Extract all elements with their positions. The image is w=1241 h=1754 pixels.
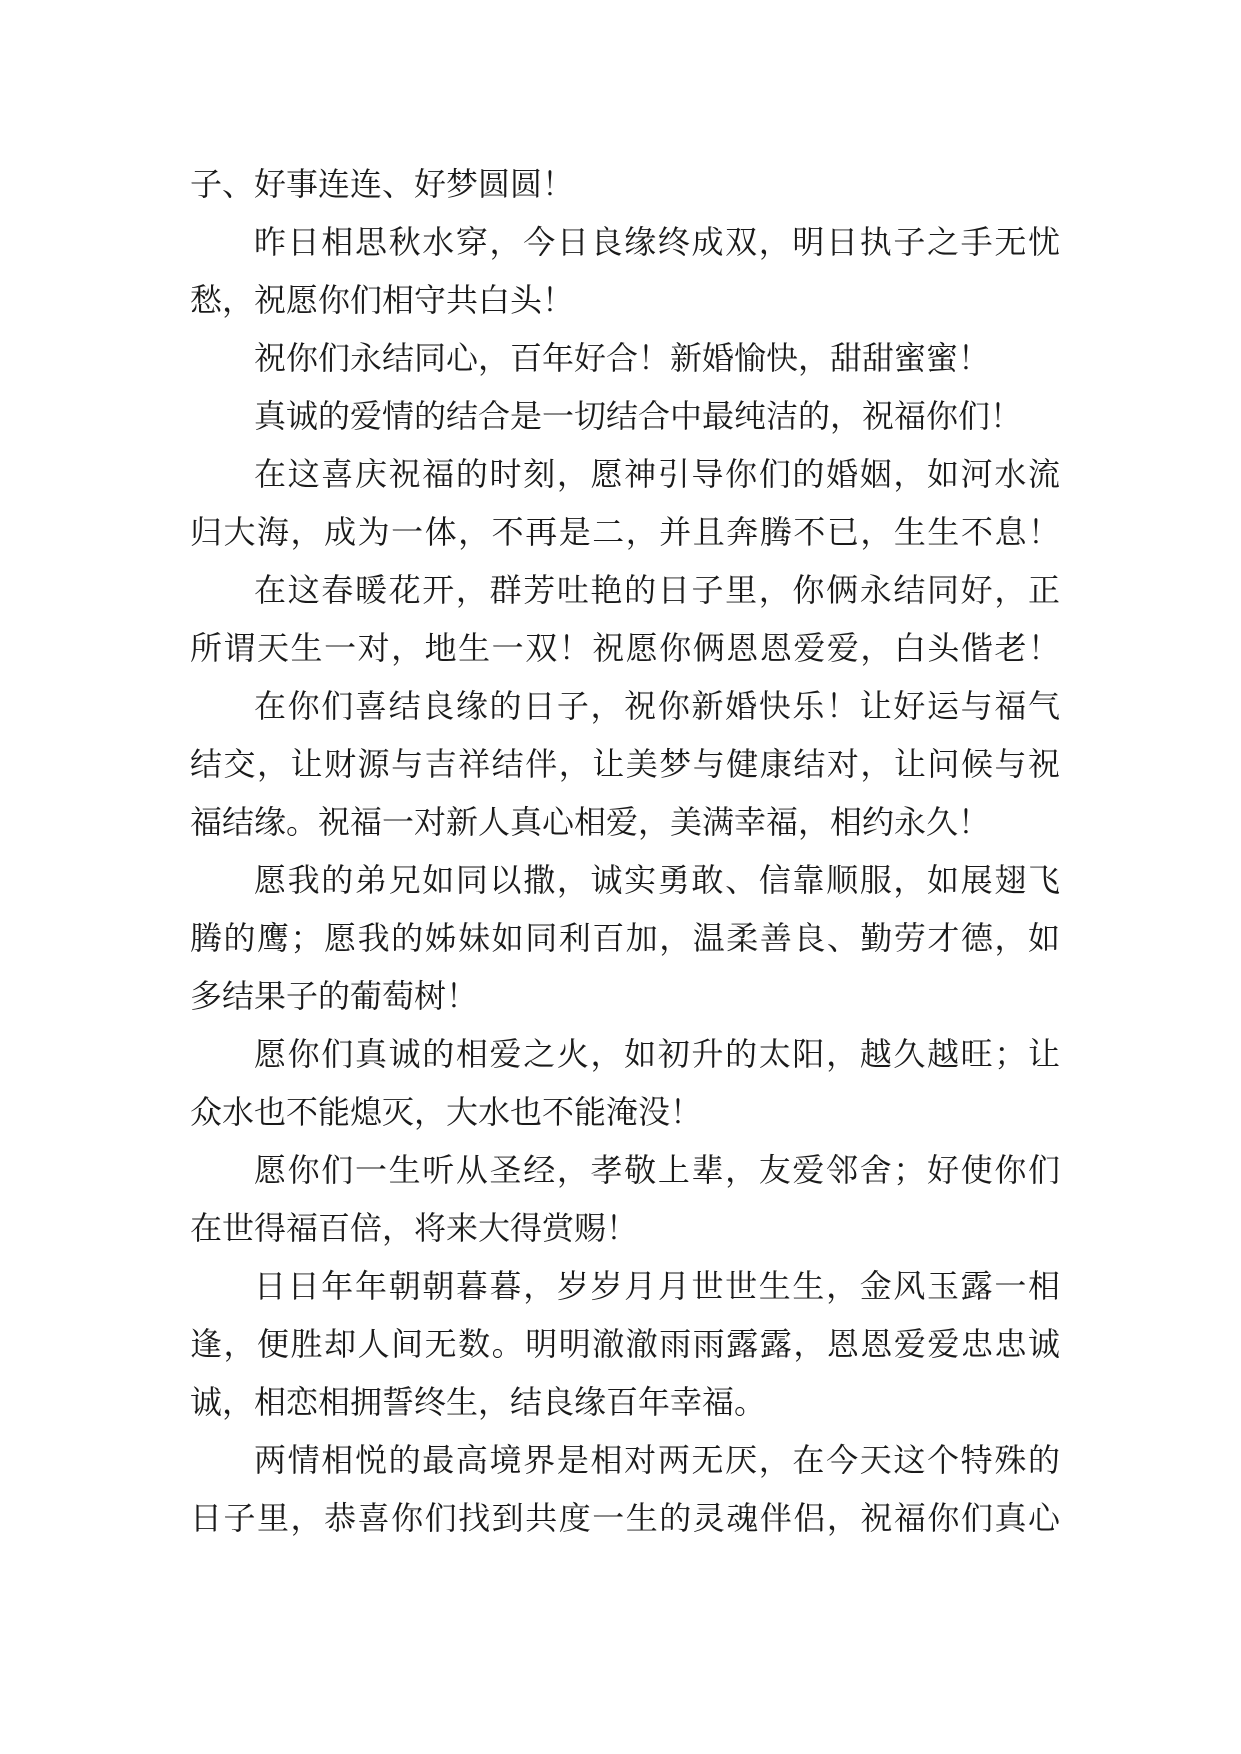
text-line: 祝你们永结同心，百年好合！新婚愉快，甜甜蜜蜜！	[254, 339, 991, 377]
text-line: 在这春暖花开，群芳吐艳的日子里，你俩永结同好，正	[254, 571, 1060, 609]
text-line: 在这喜庆祝福的时刻，愿神引导你们的婚姻，如河水流	[254, 455, 1060, 493]
text-line: 逢，便胜却人间无数。明明澈澈雨雨露露，恩恩爱爱忠忠诚	[190, 1325, 1060, 1363]
text-line: 腾的鹰；愿我的姊妹如同利百加，温柔善良、勤劳才德，如	[190, 919, 1060, 957]
text-line: 两情相悦的最高境界是相对两无厌，在今天这个特殊的	[254, 1441, 1060, 1479]
text-line: 众水也不能熄灭，大水也不能淹没！	[190, 1093, 703, 1131]
text-line: 愿你们真诚的相爱之火，如初升的太阳，越久越旺；让	[254, 1035, 1060, 1073]
text-line: 子、好事连连、好梦圆圆！	[190, 165, 575, 203]
text-line: 日日年年朝朝暮暮，岁岁月月世世生生，金风玉露一相	[254, 1267, 1060, 1305]
document-body	[190, 155, 1060, 1547]
text-line: 在你们喜结良缘的日子，祝你新婚快乐！让好运与福气	[254, 687, 1060, 725]
text-line: 诚，相恋相拥誓终生，结良缘百年幸福。	[190, 1383, 767, 1421]
text-line: 日子里，恭喜你们找到共度一生的灵魂伴侣，祝福你们真心	[190, 1499, 1060, 1537]
text-line: 所谓天生一对，地生一双！祝愿你俩恩恩爱爱，白头偕老！	[190, 629, 1060, 667]
text-line: 多结果子的葡萄树！	[190, 977, 479, 1015]
text-line: 归大海，成为一体，不再是二，并且奔腾不已，生生不息！	[190, 513, 1060, 551]
text-line: 昨日相思秋水穿，今日良缘终成双，明日执子之手无忧	[254, 223, 1060, 261]
text-line: 真诚的爱情的结合是一切结合中最纯洁的，祝福你们！	[254, 397, 1023, 435]
text-line: 福结缘。祝福一对新人真心相爱，美满幸福，相约永久！	[190, 803, 991, 841]
text-line: 愿我的弟兄如同以撒，诚实勇敢、信靠顺服，如展翅飞	[254, 861, 1060, 899]
text-line: 愿你们一生听从圣经，孝敬上辈，友爱邻舍；好使你们	[254, 1151, 1060, 1189]
text-line: 在世得福百倍，将来大得赏赐！	[190, 1209, 639, 1247]
text-line: 结交，让财源与吉祥结伴，让美梦与健康结对，让问候与祝	[190, 745, 1060, 783]
text-line: 愁，祝愿你们相守共白头！	[190, 281, 575, 319]
